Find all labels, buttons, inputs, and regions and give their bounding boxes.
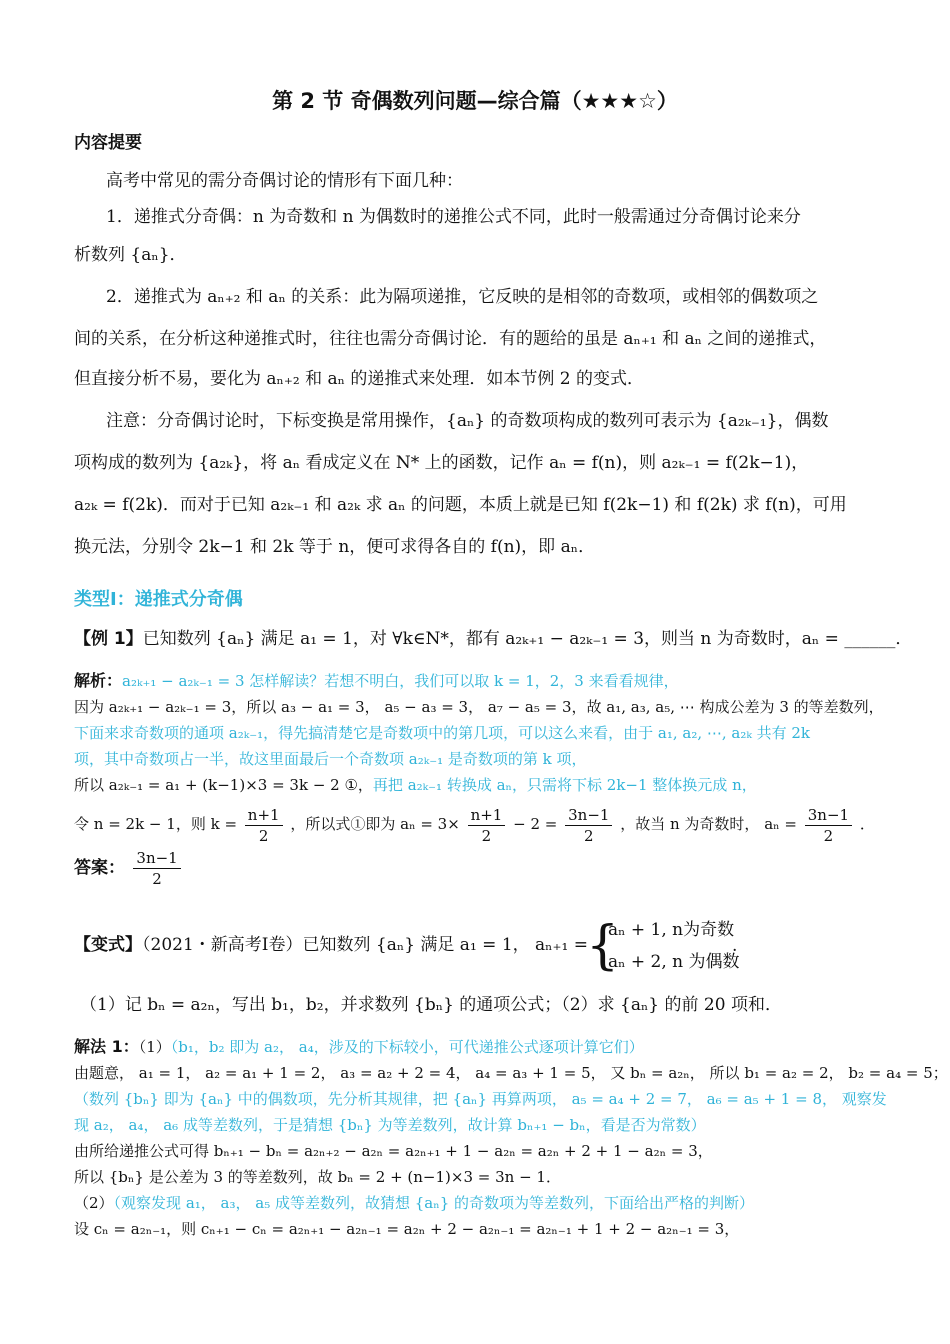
fraction-result-den: 2: [584, 826, 594, 845]
answer-fraction: [133, 848, 180, 889]
analysis-line6-part-d: ，故当 n 为奇数时， aₙ =: [620, 815, 797, 833]
intro-text: 高考中常见的需分奇偶讨论的情形有下面几种：: [106, 171, 463, 191]
note-line4: 换元法，分别令 2k−1 和 2k 等于 n，便可求得各自的 f(n)，即 aₙ．: [74, 537, 596, 557]
section-heading-type1: 类型Ⅰ：递推式分奇偶: [74, 589, 243, 610]
fraction-result-num: 3n−1: [565, 805, 612, 826]
variant-label: 【变式】: [74, 935, 142, 955]
fraction-k: [245, 805, 283, 846]
piecewise-case-even: aₙ + 2, n 为偶数: [608, 952, 740, 972]
piecewise-end: .: [732, 936, 738, 956]
solution-line5: 由所给递推公式可得 bₙ₊₁ − bₙ = a₂ₙ₊₂ − a₂ₙ = a₂ₙ₊₁ + 1 − a₂ₙ = a₂ₙ + 2 + 1 − a₂ₙ = 3，: [74, 1142, 713, 1160]
analysis-line6-part-c: − 2 =: [513, 815, 558, 833]
solution-hint1: （b₁，b₂ 即为 a₂， a₄，涉及的下标较小，可代递推公式逐项计算它们）: [170, 1038, 644, 1056]
fraction-k-den: 2: [258, 826, 269, 845]
analysis-line5: [74, 772, 882, 798]
solution-line6: 所以 {bₙ} 是公差为 3 的等差数列，故 bₙ = 2 + (n−1)×3 = 3n − 1．: [74, 1168, 561, 1186]
analysis-line6: [74, 802, 882, 846]
solution-line1: [74, 1034, 882, 1060]
solution-line7: [74, 1190, 882, 1216]
note-line1: 注意：分奇偶讨论时，下标变换是常用操作，{aₙ} 的奇数项构成的数列可表示为 {a₂ₖ₋₁}，偶数: [106, 411, 829, 431]
analysis-line6-part-a: 令 n = 2k − 1，则 k =: [74, 815, 238, 833]
answer-fraction-num: 3n−1: [133, 848, 180, 869]
analysis-line2: 因为 a₂ₖ₊₁ − a₂ₖ₋₁ = 3，所以 a₃ − a₁ = 3， a₅ − a₃ = 3， a₇ − a₅ = 3，故 a₁, a₃, a₅, ⋯ 构成公差为 3 的等差数列，: [74, 698, 884, 716]
point1-line1: 1．递推式分奇偶：n 为奇数和 n 为偶数时的递推公式不同，此时一般需通过分奇偶讨论来分: [106, 207, 801, 227]
piecewise-brace: {: [586, 916, 620, 976]
analysis-line6-part-e: ．: [859, 815, 875, 833]
fraction-k-num: n+1: [245, 805, 283, 826]
note-line3: a₂ₖ = f(2k)．而对于已知 a₂ₖ₋₁ 和 a₂ₖ 求 aₙ 的问题，本质上就是已知 f(2k−1) 和 f(2k) 求 f(n)，可用: [74, 495, 847, 515]
fraction-k-2: [468, 805, 506, 846]
solution-line2: 由题意， a₁ = 1， a₂ = a₁ + 1 = 2， a₃ = a₂ + 2 = 4， a₄ = a₃ + 1 = 5， 又 bₙ = a₂ₙ， 所以 b₁ = a₂ = 2， b₂ = a₄ = 5；: [74, 1064, 948, 1082]
example1-label: 【例 1】: [74, 629, 143, 649]
analysis-line5-hint: 再把 a₂ₖ₋₁ 转换成 aₙ，只需将下标 2k−1 整体换元成 n，: [372, 776, 757, 794]
solution-hint2-line2: 现 a₂， a₄， a₆ 成等差数列，于是猜想 {bₙ} 为等差数列，故计算 bₙ₊₁ − bₙ，看是否为常数）: [74, 1116, 706, 1134]
point1-line2: 析数列 {aₙ}．: [74, 245, 187, 265]
analysis-line4: 项，其中奇数项占一半，故这里面最后一个奇数项 a₂ₖ₋₁ 是奇数项的第 k 项，: [74, 750, 587, 768]
summary-heading: 内容提要: [74, 133, 142, 153]
analysis-line5-formula: 所以 a₂ₖ₋₁ = a₁ + (k−1)×3 = 3k − 2 ①，: [74, 776, 373, 794]
variant-questions: （1）记 bₙ = a₂ₙ，写出 b₁，b₂，并求数列 {bₙ} 的通项公式；（2）求 {aₙ} 的前 20 项和．: [80, 995, 782, 1015]
solution-hint2-line1: （数列 {bₙ} 即为 {aₙ} 中的偶数项，先分析其规律，把 {aₙ} 再算两项， a₅ = a₄ + 2 = 7， a₆ = a₅ + 1 = 8， 观察发: [74, 1090, 887, 1108]
example1-line: [74, 626, 913, 652]
variant-text: （2021・新高考Ⅰ卷）已知数列 {aₙ} 满足 a₁ = 1， aₙ₊₁ =: [142, 935, 588, 955]
solution-line8: 设 cₙ = a₂ₙ₋₁，则 cₙ₊₁ − cₙ = a₂ₙ₊₁ − a₂ₙ₋₁ = a₂ₙ + 2 − a₂ₙ₋₁ = a₂ₙ₋₁ + 1 + 2 − a₂ₙ₋₁ = 3，: [74, 1220, 740, 1238]
solution-part1-label: （1）: [138, 1038, 171, 1056]
example1-text: 已知数列 {aₙ} 满足 a₁ = 1，对 ∀k∈N*，都有 a₂ₖ₊₁ − a₂ₖ₋₁ = 3，则当 n 为奇数时，aₙ = ______．: [142, 629, 913, 649]
analysis-hint: a₂ₖ₊₁ − a₂ₖ₋₁ = 3 怎样解读？若想不明白，我们可以取 k = 1，2，3 来看看规律，: [122, 672, 679, 690]
solution-label: 解法 1：: [74, 1037, 139, 1056]
solution-part2-label: （2）: [74, 1194, 114, 1212]
answer-fraction-den: 2: [152, 870, 162, 888]
analysis-line1: [74, 668, 882, 694]
note-line2: 项构成的数列为 {a₂ₖ}，将 aₙ 看成定义在 N* 上的函数，记作 aₙ = f(n)，则 a₂ₖ₋₁ = f(2k−1)，: [74, 453, 809, 473]
solution-hint3: （观察发现 a₁， a₃， a₅ 成等差数列，故猜想 {aₙ} 的奇数项为等差数列，下面给出严格的判断）: [113, 1194, 755, 1212]
fraction-k-2-num: n+1: [468, 805, 506, 826]
fraction-result: [565, 805, 612, 846]
piecewise-case-odd: aₙ + 1, n为奇数: [608, 920, 735, 940]
fraction-result-2: [805, 805, 852, 846]
fraction-result-2-den: 2: [823, 826, 834, 845]
fraction-k-2-den: 2: [481, 826, 492, 845]
page-title: 第 2 节 奇偶数列问题—综合篇（★★★☆）: [272, 89, 678, 113]
point2-line1: 2．递推式为 aₙ₊₂ 和 aₙ 的关系：此为隔项递推，它反映的是相邻的奇数项，或相邻的偶数项之: [106, 287, 819, 307]
answer-label: 答案：: [74, 858, 125, 878]
answer-line: [74, 846, 882, 890]
point2-line3: 但直接分析不易，要化为 aₙ₊₂ 和 aₙ 的递推式来处理．如本节例 2 的变式．: [74, 369, 645, 389]
point2-line2: 间的关系，在分析这种递推式时，往往也需分奇偶讨论．有的题给的虽是 aₙ₊₁ 和 aₙ 之间的递推式，: [74, 329, 827, 349]
analysis-label: 解析：: [74, 671, 123, 690]
analysis-line3: 下面来求奇数项的通项 a₂ₖ₋₁，得先搞清楚它是奇数项中的第几项，可以这么来看，由于 a₁, a₂, ⋯, a₂ₖ 共有 2k: [74, 724, 811, 742]
variant-line: [74, 932, 882, 958]
fraction-result-2-num: 3n−1: [805, 805, 852, 826]
analysis-line6-part-b: ，所以式①即为 aₙ = 3×: [290, 815, 460, 833]
